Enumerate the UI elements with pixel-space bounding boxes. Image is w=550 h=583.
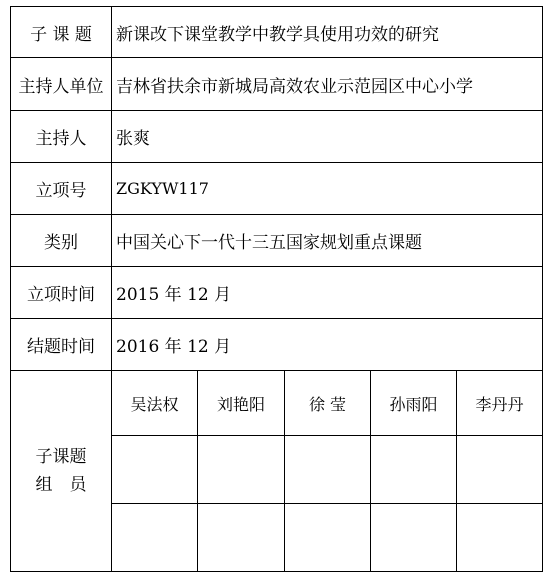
row-category (11, 215, 543, 267)
project-info-table (10, 6, 543, 572)
category-value: 中国关心下一代十三五国家规划重点课题 (112, 215, 543, 267)
row-project-number (11, 163, 543, 215)
members-label (11, 371, 112, 572)
host-value: 张爽 (112, 111, 543, 163)
member-blank-cell (285, 436, 371, 504)
row-subject (11, 7, 543, 58)
subject-label: 子 课 题 (11, 7, 112, 58)
member-name: 刘艳阳 (198, 371, 285, 436)
members-label-line2: 组 员 (35, 475, 87, 495)
members-label-line1: 子课题 (35, 447, 87, 467)
member-name: 徐 莹 (285, 371, 371, 436)
row-host-unit (11, 58, 543, 111)
end-date-value: 2016 年 12 月 (112, 319, 543, 371)
member-blank-cell (457, 504, 543, 572)
start-date-label: 立项时间 (11, 267, 112, 319)
row-members-names (11, 371, 543, 436)
member-blank-cell (457, 436, 543, 504)
start-date-value: 2015 年 12 月 (112, 267, 543, 319)
member-blank-cell (198, 436, 285, 504)
host-unit-value: 吉林省扶余市新城局高效农业示范园区中心小学 (112, 58, 543, 111)
member-name: 吴法权 (112, 371, 198, 436)
host-unit-label: 主持人单位 (11, 58, 112, 111)
member-name: 孙雨阳 (371, 371, 457, 436)
row-host (11, 111, 543, 163)
member-blank-cell (112, 504, 198, 572)
end-date-label: 结题时间 (11, 319, 112, 371)
category-label: 类别 (11, 215, 112, 267)
row-start-date (11, 267, 543, 319)
member-blank-cell (198, 504, 285, 572)
project-number-value: ZGKYW117 (112, 163, 543, 215)
member-blank-cell (371, 504, 457, 572)
member-blank-cell (112, 436, 198, 504)
member-blank-cell (285, 504, 371, 572)
row-end-date (11, 319, 543, 371)
member-blank-cell (371, 436, 457, 504)
member-name: 李丹丹 (457, 371, 543, 436)
project-number-label: 立项号 (11, 163, 112, 215)
subject-value: 新课改下课堂教学中教学具使用功效的研究 (112, 7, 543, 58)
host-label: 主持人 (11, 111, 112, 163)
